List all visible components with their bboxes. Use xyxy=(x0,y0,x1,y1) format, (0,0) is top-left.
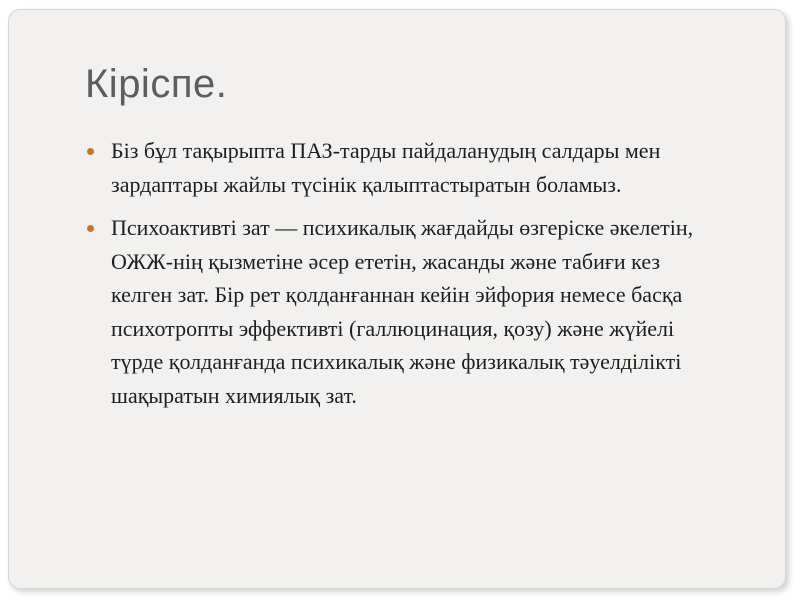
bullet-dot-icon xyxy=(87,225,94,232)
bullet-item xyxy=(86,134,726,201)
bullet-text: Біз бұл тақырыпта ПАЗ-тарды пайдаланудың салдары мен зардаптары жайлы түсінік қалыптастыратын боламыз. xyxy=(111,138,661,197)
bullet-item xyxy=(86,211,726,412)
bullet-dot-icon xyxy=(87,148,94,155)
slide-title: Кіріспе. xyxy=(85,62,228,106)
bullet-text: Психоактивті зат — психикалық жағдайды өзгеріске әкелетін, ОЖЖ-нің қызметіне әсер ететін, жасанды және табиғи кез келген зат. Бір рет қолданғаннан кейін эйфория немесе басқа психотропты эффективті (галлюцинация, қозу) және жүйелі түрде қолданғанда психикалық және физикалық тәуелділікті шақыратын химиялық зат. xyxy=(111,215,694,408)
bullet-list xyxy=(86,134,726,422)
